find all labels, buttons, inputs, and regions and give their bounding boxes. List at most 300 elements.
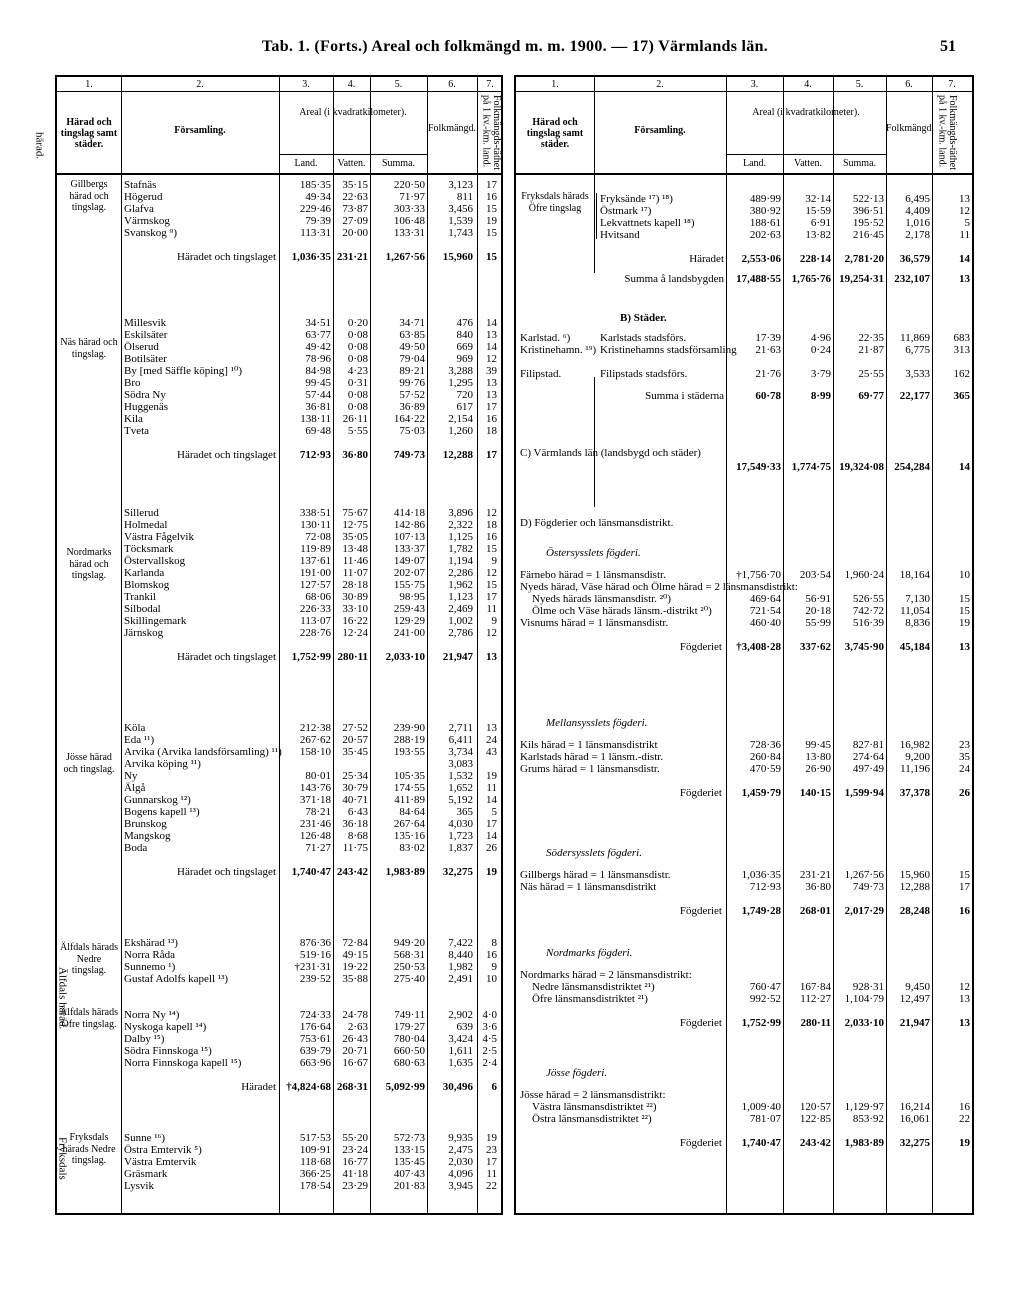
land-header: Land. — [294, 158, 318, 169]
cell-value: 22·63 — [342, 191, 368, 203]
table-row — [57, 341, 501, 353]
col-num-4: 4. — [804, 79, 812, 90]
row-label: Dalby ¹⁵) — [124, 1033, 165, 1045]
col-num-6: 6. — [448, 79, 456, 90]
row-label: Häradet — [241, 1081, 276, 1093]
table-row — [57, 1156, 501, 1168]
cell-value: 1,749·28 — [741, 905, 781, 917]
table-row — [57, 227, 501, 239]
cell-value: 16 — [959, 1101, 970, 1113]
col-num-2: 2. — [656, 79, 664, 90]
cell-value: 1,123 — [448, 591, 473, 603]
row-label: Arvika (Arvika landsförsamling) ¹¹) — [124, 746, 282, 758]
row-label: Lysvik — [124, 1180, 154, 1192]
row-label: Färnebo härad = 1 länsmansdistr. — [520, 569, 666, 581]
row-label: Norra Råda — [124, 949, 176, 961]
cell-value: 250·53 — [393, 961, 425, 973]
cell-value: 411·89 — [394, 794, 425, 806]
cell-value: 16 — [486, 531, 497, 543]
row-label: Fögderiet — [679, 1137, 722, 1149]
cell-value: 191·00 — [299, 567, 331, 579]
cell-value: 19 — [959, 617, 970, 629]
cell-value: 155·75 — [393, 579, 425, 591]
table-row — [57, 794, 501, 806]
areal-header: Areal (i kvadratkilometer). — [752, 107, 860, 118]
fogderi-heading: Mellansysslets fögderi. — [546, 717, 648, 729]
cell-value: 1,532 — [448, 770, 473, 782]
row-label: Östmark ¹⁷) — [600, 205, 652, 217]
total-row — [516, 1137, 972, 1149]
cell-value: 36·80 — [805, 881, 831, 893]
cell-value: 30,496 — [442, 1081, 473, 1093]
cell-value: 75·67 — [342, 507, 368, 519]
cell-value: 0·08 — [347, 401, 368, 413]
table-row — [57, 579, 501, 591]
cell-value: 928·31 — [852, 981, 884, 993]
row-label: Kils härad = 1 länsmansdistrikt — [520, 739, 658, 751]
cell-value: 35·88 — [342, 973, 368, 985]
cell-value: 313 — [953, 344, 970, 356]
cell-value: 239·52 — [299, 973, 331, 985]
row-label: Järnskog — [124, 627, 164, 639]
cell-value: 18,164 — [899, 569, 930, 581]
table-row — [516, 1113, 972, 1125]
cell-value: 25·34 — [342, 770, 368, 782]
cell-value: 949·20 — [393, 937, 425, 949]
table-row — [57, 973, 501, 985]
cell-value: 8 — [491, 937, 497, 949]
areal-header: Areal (i kvadratkilometer). — [299, 107, 407, 118]
cell-value: 460·40 — [749, 617, 781, 629]
cell-value: 72·84 — [342, 937, 368, 949]
cell-value: 780·04 — [393, 1033, 425, 1045]
cell-value: 130·11 — [300, 519, 331, 531]
table-row — [57, 830, 501, 842]
table-row — [516, 605, 972, 617]
cell-value: 2,033·10 — [385, 651, 425, 663]
land-header: Land. — [742, 158, 767, 169]
col-num-3: 3. — [302, 79, 310, 90]
header-rule — [57, 91, 501, 92]
cell-value: 8·99 — [810, 390, 831, 402]
cell-value: 2,033·10 — [844, 1017, 884, 1029]
row-label: Eskilsäter — [124, 329, 168, 341]
cell-value: 1,267·56 — [385, 251, 425, 263]
row-label: Filipstad. — [520, 368, 562, 380]
cell-value: 36·18 — [342, 818, 368, 830]
cell-value: 749·11 — [394, 1009, 425, 1021]
table-row — [516, 617, 972, 629]
cell-value: 275·40 — [393, 973, 425, 985]
cell-value: 1,983·89 — [844, 1137, 884, 1149]
table-row — [516, 193, 972, 205]
cell-value: 120·57 — [799, 1101, 831, 1113]
table-row — [57, 1144, 501, 1156]
col-num-6: 6. — [905, 79, 913, 90]
cell-value: 1,267·56 — [844, 869, 884, 881]
cell-value: 26·90 — [805, 763, 831, 775]
table-row — [57, 191, 501, 203]
row-label: Fögderiet — [679, 905, 722, 917]
cell-value: 3,288 — [448, 365, 473, 377]
cell-value: 135·16 — [393, 830, 425, 842]
cell-value: 1,752·99 — [291, 651, 331, 663]
cell-value: 36·89 — [399, 401, 425, 413]
harad-header: Härad och tingslag samt städer. — [526, 117, 584, 150]
row-label: Häradet och tingslaget — [177, 449, 276, 461]
cell-value: 9,935 — [448, 1132, 473, 1144]
row-label: Södra Ny — [124, 389, 166, 401]
table-row — [57, 627, 501, 639]
row-label: Högerud — [124, 191, 163, 203]
table-row — [516, 1101, 972, 1113]
cell-value: 36,579 — [899, 253, 930, 265]
table-row — [57, 961, 501, 973]
cell-value: 749·73 — [852, 881, 884, 893]
vertical-label-fryksdal-right: härad. — [33, 132, 46, 160]
row-label: Visnums härad = 1 länsmansdistr. — [520, 617, 669, 629]
cell-value: 185·35 — [299, 179, 331, 191]
district-label: Älfdals härads Nedre tingslag. — [59, 942, 119, 976]
cell-value: 6·91 — [810, 217, 831, 229]
cell-value: 11·46 — [342, 555, 368, 567]
cell-value: 1,194 — [448, 555, 473, 567]
row-label: Filipstads stadsförs. — [600, 368, 688, 380]
table-row — [57, 615, 501, 627]
col-num-7: 7. — [486, 79, 494, 90]
cell-value: 13 — [486, 651, 497, 663]
table-row — [57, 203, 501, 215]
row-label: Trankil — [124, 591, 156, 603]
cell-value: 18 — [486, 425, 497, 437]
cell-value: 143·76 — [299, 782, 331, 794]
cell-value: †4,824·68 — [286, 1081, 331, 1093]
cell-value: 14 — [959, 461, 970, 473]
cell-value: 89·21 — [399, 365, 425, 377]
cell-value: 15 — [959, 869, 970, 881]
fogderi-heading: Nordmarks fögderi. — [546, 947, 633, 959]
cell-value: 1,837 — [448, 842, 473, 854]
cell-value: 827·81 — [852, 739, 884, 751]
cell-value: 639·79 — [299, 1045, 331, 1057]
cell-value: 35·05 — [342, 531, 368, 543]
cell-value: 526·55 — [852, 593, 884, 605]
cell-value: 40·71 — [342, 794, 368, 806]
cell-value: †3,408·28 — [736, 641, 781, 653]
header-rule — [57, 173, 501, 175]
cell-value: 2,154 — [448, 413, 473, 425]
cell-value: 9 — [491, 961, 497, 973]
row-label: Summa å landsbygden — [624, 273, 724, 285]
cell-value: 15 — [486, 227, 497, 239]
cell-value: 133·37 — [393, 543, 425, 555]
cell-value: 63·85 — [399, 329, 425, 341]
cell-value: 2,475 — [448, 1144, 473, 1156]
cell-value: 4·23 — [347, 365, 368, 377]
row-label: Summa i städerna — [645, 390, 724, 402]
cell-value: 16 — [486, 949, 497, 961]
table-row — [57, 722, 501, 734]
table-row — [516, 332, 972, 344]
total-row — [516, 787, 972, 799]
cell-value: 407·43 — [393, 1168, 425, 1180]
cell-value: 19,254·31 — [839, 273, 884, 285]
table-row — [57, 1168, 501, 1180]
table-row — [57, 1045, 501, 1057]
cell-value: 231·21 — [799, 869, 831, 881]
cell-value: 72·08 — [305, 531, 331, 543]
cell-value: 1,599·94 — [844, 787, 884, 799]
table-row — [57, 555, 501, 567]
cell-value: 663·96 — [299, 1057, 331, 1069]
cell-value: 9,200 — [905, 751, 930, 763]
table-row — [57, 591, 501, 603]
cell-value: 2·4 — [482, 1057, 497, 1069]
table-row — [57, 389, 501, 401]
cell-value: 720 — [456, 389, 473, 401]
cell-value: 12·75 — [342, 519, 368, 531]
cell-value: 45,184 — [899, 641, 930, 653]
cell-value: 3,123 — [448, 179, 473, 191]
cell-value: 135·45 — [393, 1156, 425, 1168]
cell-value: 17,488·55 — [736, 273, 781, 285]
cell-value: 55·99 — [805, 617, 831, 629]
table-row — [57, 365, 501, 377]
row-label: Blomskog — [124, 579, 170, 591]
cell-value: 113·31 — [300, 227, 331, 239]
header-rule — [516, 91, 972, 92]
row-label: Kila — [124, 413, 143, 425]
cell-value: 71·97 — [399, 191, 425, 203]
table-row — [516, 368, 972, 380]
cell-value: 228·14 — [799, 253, 831, 265]
table-row — [57, 758, 501, 770]
cell-value: 243·42 — [336, 866, 368, 878]
cell-value: 3,533 — [905, 368, 930, 380]
cell-value: 6,411 — [448, 734, 473, 746]
folk-header: Folkmängd. — [427, 123, 477, 134]
cell-value: 36·81 — [305, 401, 331, 413]
cell-value: 288·19 — [393, 734, 425, 746]
col-num-2: 2. — [196, 79, 204, 90]
cell-value: 303·33 — [393, 203, 425, 215]
cell-value: 760·47 — [749, 981, 781, 993]
cell-value: 21·87 — [858, 344, 884, 356]
cell-value: 16·67 — [342, 1057, 368, 1069]
cell-value: 8·68 — [347, 830, 368, 842]
row-label: Boda — [124, 842, 148, 854]
cell-value: 80·01 — [305, 770, 331, 782]
row-label: Tveta — [124, 425, 150, 437]
cell-value: 1,782 — [448, 543, 473, 555]
cell-value: 2,286 — [448, 567, 473, 579]
row-label: Bro — [124, 377, 141, 389]
cell-value: 26 — [959, 787, 970, 799]
cell-value: 568·31 — [393, 949, 425, 961]
cell-value: 16 — [959, 905, 970, 917]
cell-value: 1,260 — [448, 425, 473, 437]
row-label: Nyeds härad, Väse härad och Ölme härad = 2 länsmansdistrikt: — [520, 581, 798, 593]
cell-value: 712·93 — [299, 449, 331, 461]
cell-value: 164·22 — [393, 413, 425, 425]
cell-value: 10 — [486, 973, 497, 985]
cell-value: 811 — [456, 191, 473, 203]
cell-value: 3,083 — [448, 758, 473, 770]
cell-value: 118·68 — [300, 1156, 331, 1168]
cell-value: 99·76 — [399, 377, 425, 389]
row-label: Svanskog ⁹) — [124, 227, 178, 239]
total-row — [516, 253, 972, 265]
table-row — [57, 401, 501, 413]
table-row — [516, 869, 972, 881]
cell-value: 30·89 — [342, 591, 368, 603]
cell-value: 7,130 — [905, 593, 930, 605]
cell-value: 5,092·99 — [385, 1081, 425, 1093]
district-label: Gillbergs härad och tingslag. — [69, 179, 109, 213]
cell-value: 414·18 — [393, 507, 425, 519]
cell-value: 19,324·08 — [839, 461, 884, 473]
district-label: Fryksdals härads Öfre tingslag — [521, 191, 589, 214]
cell-value: 34·71 — [399, 317, 425, 329]
cell-value: 49·34 — [305, 191, 331, 203]
cell-value: 7,422 — [448, 937, 473, 949]
cell-value: 63·77 — [305, 329, 331, 341]
row-label: Lekvattnets kapell ¹⁸) — [600, 217, 695, 229]
row-label: Näs härad = 1 länsmansdistrikt — [520, 881, 657, 893]
cell-value: 11 — [959, 229, 970, 241]
table-row — [516, 581, 972, 593]
fogderi-heading: Södersysslets fögderi. — [546, 847, 642, 859]
cell-value: 15,960 — [899, 869, 930, 881]
cell-value: 12 — [486, 627, 497, 639]
cell-value: 617 — [456, 401, 473, 413]
cell-value: 11 — [486, 1168, 497, 1180]
table-row — [516, 739, 972, 751]
cell-value: 28·18 — [342, 579, 368, 591]
table-row — [57, 782, 501, 794]
cell-value: 33·10 — [342, 603, 368, 615]
cell-value: 721·54 — [749, 605, 781, 617]
cell-value: 337·62 — [799, 641, 831, 653]
district-label: Nordmarks härad och tingslag. — [66, 547, 112, 581]
cell-value: 2,178 — [905, 229, 930, 241]
cell-value: 79·39 — [305, 215, 331, 227]
cell-value: 476 — [456, 317, 473, 329]
cell-value: 11 — [486, 603, 497, 615]
table-row — [516, 993, 972, 1005]
row-label: Skillingemark — [124, 615, 187, 627]
row-label: Glafva — [124, 203, 154, 215]
cell-value: 18 — [486, 519, 497, 531]
cell-value: 1,036·35 — [741, 869, 781, 881]
table-row — [57, 949, 501, 961]
cell-value: 969 — [456, 353, 473, 365]
cell-value: 5 — [491, 806, 497, 818]
cell-value: 21,947 — [442, 651, 473, 663]
cell-value: 16 — [486, 413, 497, 425]
cell-value: 202·63 — [749, 229, 781, 241]
cell-value: 26·43 — [342, 1033, 368, 1045]
cell-value: 12 — [959, 981, 970, 993]
cell-value: 26 — [486, 842, 497, 854]
cell-value: 1,740·47 — [291, 866, 331, 878]
cell-value: 5·55 — [347, 425, 368, 437]
cell-value: 14 — [486, 830, 497, 842]
cell-value: 9 — [491, 615, 497, 627]
cell-value: 260·84 — [749, 751, 781, 763]
cell-value: 8,836 — [905, 617, 930, 629]
district-label: Näs härad och tingslag. — [60, 337, 118, 360]
table-row — [57, 353, 501, 365]
cell-value: 17 — [486, 179, 497, 191]
cell-value: 365 — [456, 806, 473, 818]
cell-value: 14 — [486, 341, 497, 353]
row-label: Sunne ¹⁶) — [124, 1132, 166, 1144]
cell-value: 13 — [959, 1017, 970, 1029]
vatten-header: Vatten. — [337, 158, 366, 169]
row-label: By [med Säffle köping] ¹⁰) — [124, 365, 243, 377]
cell-value: 133·15 — [393, 1144, 425, 1156]
total-row — [516, 390, 972, 402]
tathet-header: Folkmängds-täthet på 1 kv.-km. land. — [936, 95, 958, 170]
cell-value: 259·43 — [393, 603, 425, 615]
cell-value: 254,284 — [894, 461, 930, 473]
cell-value: 0·31 — [347, 377, 368, 389]
cell-value: 1,752·99 — [741, 1017, 781, 1029]
cell-value: 28,248 — [899, 905, 930, 917]
cell-value: 1,129·97 — [844, 1101, 884, 1113]
row-label: Ekshärad ¹³) — [124, 937, 178, 949]
section-heading: D) Fögderier och länsmansdistrikt. — [520, 517, 674, 529]
cell-value: 99·45 — [805, 739, 831, 751]
row-label: Gräsmark — [124, 1168, 168, 1180]
cell-value: 19 — [486, 866, 497, 878]
cell-value: 49·50 — [399, 341, 425, 353]
row-label: Fögderiet — [679, 787, 722, 799]
cell-value: 6 — [491, 1081, 497, 1093]
row-label: Gunnarskog ¹²) — [124, 794, 191, 806]
cell-value: 753·61 — [299, 1033, 331, 1045]
section-heading: C) Värmlands län (landsbygd och städer) — [520, 447, 701, 459]
cell-value: 3,456 — [448, 203, 473, 215]
cell-value: 193·55 — [393, 746, 425, 758]
table-row — [57, 746, 501, 758]
cell-value: 680·63 — [393, 1057, 425, 1069]
cell-value: 3,945 — [448, 1180, 473, 1192]
cell-value: 15·59 — [805, 205, 831, 217]
cell-value: 11·75 — [342, 842, 368, 854]
cell-value: 2,017·29 — [844, 905, 884, 917]
total-row — [57, 449, 501, 461]
row-label: Arvika köping ¹¹) — [124, 758, 201, 770]
cell-value: 17 — [486, 818, 497, 830]
page-title: Tab. 1. (Forts.) Areal och folkmängd m. m. 1900. — 17) Värmlands län. — [261, 38, 769, 55]
cell-value: 1,125 — [448, 531, 473, 543]
cell-value: 35·45 — [342, 746, 368, 758]
cell-value: 840 — [456, 329, 473, 341]
row-label: Östervallskog — [124, 555, 186, 567]
cell-value: 22,177 — [899, 390, 930, 402]
cell-value: 75·03 — [399, 425, 425, 437]
cell-value: 12,288 — [442, 449, 473, 461]
cell-value: 1,459·79 — [741, 787, 781, 799]
col-num-1: 1. — [85, 79, 93, 90]
table-row — [516, 751, 972, 763]
cell-value: 4,096 — [448, 1168, 473, 1180]
section-heading: B) Städer. — [620, 312, 667, 324]
cell-value: 21,947 — [899, 1017, 930, 1029]
cell-value: 522·13 — [852, 193, 884, 205]
